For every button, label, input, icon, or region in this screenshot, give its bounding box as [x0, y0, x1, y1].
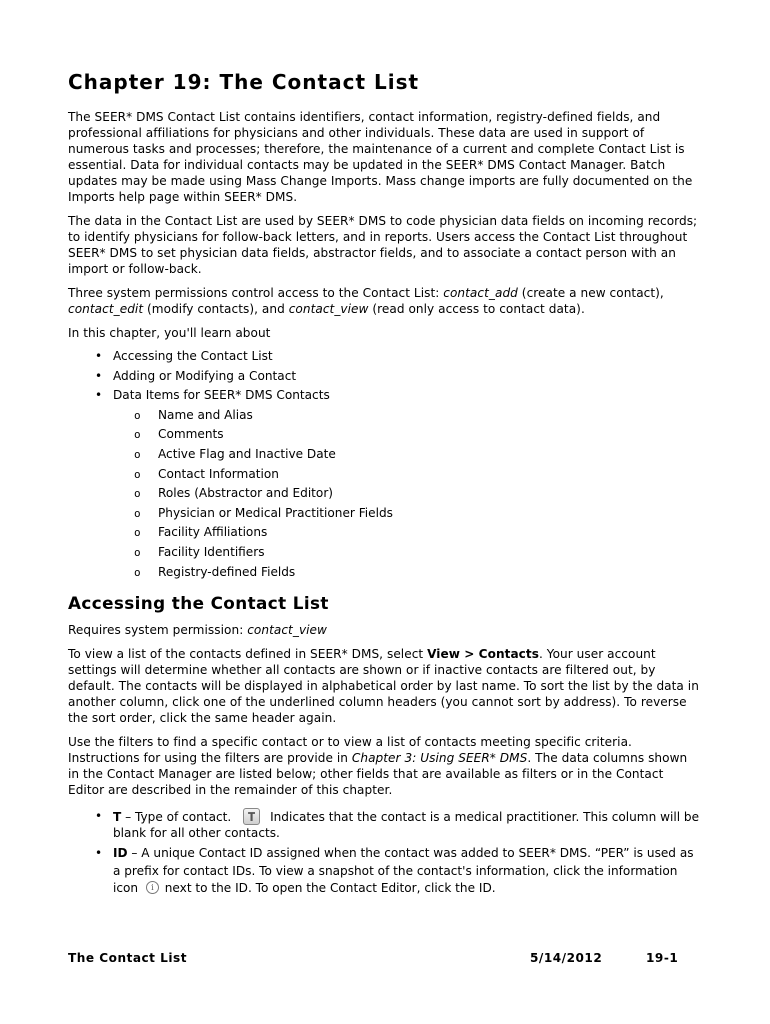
toc-subitem — [68, 504, 700, 524]
toc-subitem — [68, 465, 700, 485]
text: (read only access to contact data). — [368, 302, 585, 316]
circle-bullet: o — [134, 467, 141, 481]
text: next to the ID. To open the Contact Editor, click the ID. — [160, 881, 496, 896]
circle-bullet: o — [134, 487, 141, 501]
toc-sublist — [68, 406, 700, 582]
toc-item: • Data Items for SEER* DMS Contacts — [68, 386, 700, 406]
text: Three system permissions control access to the Contact List: — [68, 286, 444, 300]
view-contacts-paragraph — [68, 646, 700, 726]
circle-bullet: o — [134, 545, 141, 559]
text: Indicates that the contact is a medical practitioner. This column will be blank for all other contacts. — [113, 810, 700, 841]
required-permission-line — [68, 622, 700, 638]
permission-contact-view: contact_view — [288, 302, 369, 316]
chapter-title: Chapter 19: The Contact List — [68, 70, 420, 94]
intro-paragraph-2: The data in the Contact List are used by SEER* DMS to code physician data fields on incoming records; to identify physicians for follow-back letters, and in reports. Users access the Contact List throughout SEER* DMS to set physician data fields, abstractor fields, and to associate a contact person with an import or follow-back. — [68, 214, 698, 276]
circle-bullet: o — [134, 565, 141, 579]
menu-path: View > Contacts — [427, 647, 539, 662]
text: Use the filters to find a specific contact or to view a list of contacts meeting specific criteria. Instructions for using the filters are provide in — [68, 735, 632, 766]
section-heading: Accessing the Contact List — [68, 593, 329, 614]
toc-subitem — [68, 543, 700, 563]
circle-bullet: o — [134, 447, 141, 461]
text: – A unique Contact ID assigned when the contact was added to SEER* DMS. “PER” is used as a prefix for contact IDs. To view a snapshot of the contact's information, click the information icon — [113, 846, 694, 896]
information-icon: i — [146, 881, 159, 894]
footer-chapter: The Contact List — [68, 951, 187, 965]
toc-subitem-label: Roles (Abstractor and Editor) — [158, 486, 334, 501]
toc-subitem — [68, 406, 700, 426]
column-item-type — [68, 808, 700, 841]
toc-subitem-label: Contact Information — [158, 466, 279, 481]
column-list — [68, 808, 700, 898]
permissions-paragraph — [68, 285, 700, 317]
medical-practitioner-icon — [243, 808, 260, 825]
permission-contact-add: contact_add — [443, 286, 518, 300]
text: Requires system permission: — [68, 623, 248, 638]
permission-contact-view: contact_view — [247, 623, 327, 638]
circle-bullet: o — [134, 428, 141, 442]
column-item-id — [68, 845, 700, 898]
chapter-reference: Chapter 3: Using SEER* DMS — [351, 751, 528, 766]
filters-paragraph — [68, 734, 700, 798]
circle-bullet: o — [134, 408, 141, 422]
footer-date: 5/14/2012 — [530, 951, 603, 965]
text: . Your user account settings will determine whether all contacts are shown or if inactive contacts are filtered out, by default. The contacts will be displayed in alphabetical order by last name. To sort the list by the data in another column, click one of the underlined column headers (you cannot sort by address). To reverse the sort order, click the same header again. — [68, 647, 699, 726]
toc-subitem-label: Facility Identifiers — [158, 544, 265, 559]
chapter-intro-line: In this chapter, you'll learn about — [68, 326, 271, 340]
text: To view a list of the contacts defined in SEER* DMS, select — [68, 647, 428, 662]
toc-item: • Accessing the Contact List — [68, 347, 700, 367]
term: ID — [113, 846, 128, 861]
toc-subitem — [68, 563, 700, 583]
circle-bullet: o — [134, 526, 141, 540]
toc-subitem-label: Physician or Medical Practitioner Fields — [158, 505, 393, 520]
footer-page-number: 19-1 — [646, 951, 679, 965]
text: (modify contacts), and — [143, 302, 289, 316]
term: T — [113, 810, 122, 825]
toc-subitem — [68, 523, 700, 543]
toc-subitem — [68, 445, 700, 465]
toc-subitem — [68, 484, 700, 504]
toc-subitem-label: Active Flag and Inactive Date — [158, 446, 336, 461]
intro-paragraph-1: The SEER* DMS Contact List contains identifiers, contact information, registry-defined fields, and professional affiliations for physicians and other individuals. These data are used in support of numerous tasks and processes; therefore, the maintenance of a current and complete Contact List is essential. Data for individual contacts may be updated in the SEER* DMS Contact Manager. Batch updates may be made using Mass Change Imports. Mass change imports are fully documented on the Imports help page within SEER* DMS. — [68, 110, 693, 204]
toc-list — [68, 347, 700, 406]
toc-subitem — [68, 425, 700, 445]
text: – Type of contact. — [121, 810, 236, 825]
text: . The data columns shown in the Contact Manager are listed below; other fields that are available as filters or in the Contact Editor are described in the remainder of this chapter. — [68, 751, 688, 798]
permission-contact-edit: contact_edit — [68, 302, 144, 316]
circle-bullet: o — [134, 506, 141, 520]
toc-subitem-label: Registry-defined Fields — [158, 564, 296, 579]
toc-subitem-label: Comments — [158, 427, 224, 442]
text: (create a new contact), — [517, 286, 664, 300]
toc-subitem-label: Facility Affiliations — [158, 525, 268, 540]
toc-subitem-label: Name and Alias — [158, 407, 253, 422]
toc-item: • Adding or Modifying a Contact — [68, 367, 700, 387]
